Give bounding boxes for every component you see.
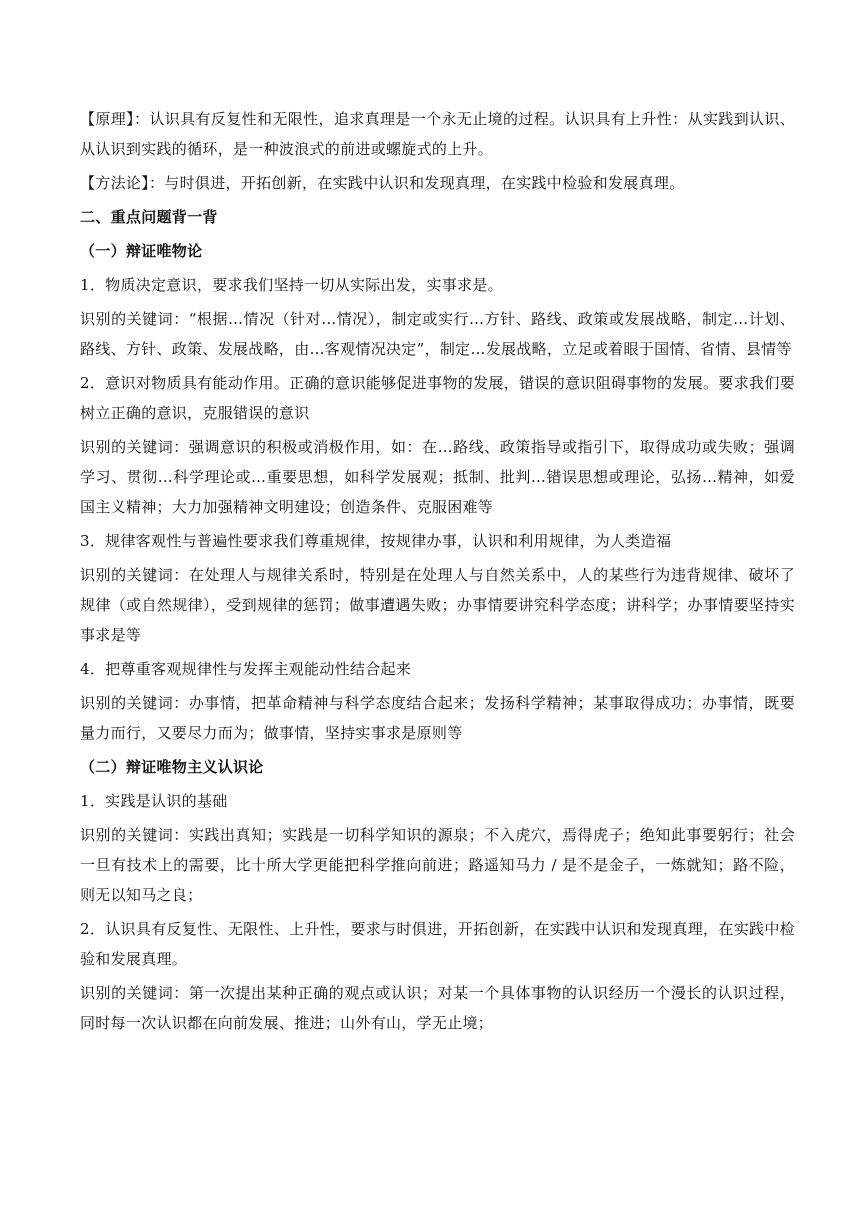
point-4-keywords: 识别的关键词：办事情，把革命精神与科学态度结合起来；发扬科学精神；某事取得成功；办事情，既要量力而行，又要尽力而为；做事情，坚持实事求是原则等 [80,694,795,742]
point-2-heading: 2．意识对物质具有能动作用。正确的意识能够促进事物的发展，错误的意识阻碍事物的发展。要求我们要 树立正确的意识，克服错误的意识 [80,374,795,422]
subsection-heading-dialectical-materialism: （一）辩证唯物论 [80,242,203,260]
section-heading-key-questions: 二、重点问题背一背 [80,208,218,226]
point-1-heading: 1．物质决定意识，要求我们坚持一切从实际出发，实事求是。 [80,276,503,294]
epistemology-point-2-heading: 2．认识具有反复性、无限性、上升性，要求与时俱进，开拓创新，在实践中认识和发现真理，在实践中检验和发展真理。 [80,920,795,968]
point-2-keywords: 识别的关键词：强调意识的积极或消极作用，如：在…路线、政策指导或指引下，取得成功或失败；强调学习、贯彻…科学理论或…重要思想，如科学发展观；抵制、批判…错误思想或理论，弘扬…精神，如爱国主义精神；大力加强精神文明建设；创造条件、克服困难等 [80,438,795,516]
document-page [80,104,795,1042]
epistemology-point-2-keywords: 识别的关键词：第一次提出某种正确的观点或认识；对某一个具体事物的认识经历一个漫长的认识过程，同时每一次认识都在向前发展、推进；山外有山，学无止境； [80,984,795,1032]
point-3-heading: 3．规律客观性与普遍性要求我们尊重规律，按规律办事，认识和利用规律，为人类造福 [80,532,672,550]
epistemology-point-1-heading: 1．实践是认识的基础 [80,792,228,810]
point-1-keywords: 识别的关键词：“根据…情况（针对…情况），制定或实行…方针、路线、政策或发展战略，制定…计划、路线、方针、政策、发展战略，由…客观情况决定”，制定…发展战略，立足或着眼于国情、省情、县情等 [80,310,795,358]
point-3-keywords: 识别的关键词：在处理人与规律关系时，特别是在处理人与自然关系中，人的某些行为违背规律、破坏了规律（或自然规律），受到规律的惩罚；做事遭遇失败；办事情要讲究科学态度；讲科学；办事情要坚持实事求是等 [80,566,795,644]
subsection-heading-epistemology: （二）辩证唯物主义认识论 [80,758,264,776]
epistemology-point-1-keywords: 识别的关键词：实践出真知；实践是一切科学知识的源泉；不入虎穴，焉得虎子；绝知此事要躬行；社会一旦有技术上的需要，比十所大学更能把科学推向前进；路遥知马力 / 是不是金子，一炼就知；路不险，则无以知马之良； [80,826,795,904]
methodology-paragraph: 【方法论】：与时俱进，开拓创新，在实践中认识和发现真理，在实践中检验和发展真理。 [80,174,685,192]
point-4-heading: 4．把尊重客观规律性与发挥主观能动性结合起来 [80,660,412,678]
principle-paragraph: 【原理】：认识具有反复性和无限性，追求真理是一个永无止境的过程。认识具有上升性：从实践到认识、从认识到实践的循环，是一种波浪式的前进或螺旋式的上升。 [80,110,795,158]
